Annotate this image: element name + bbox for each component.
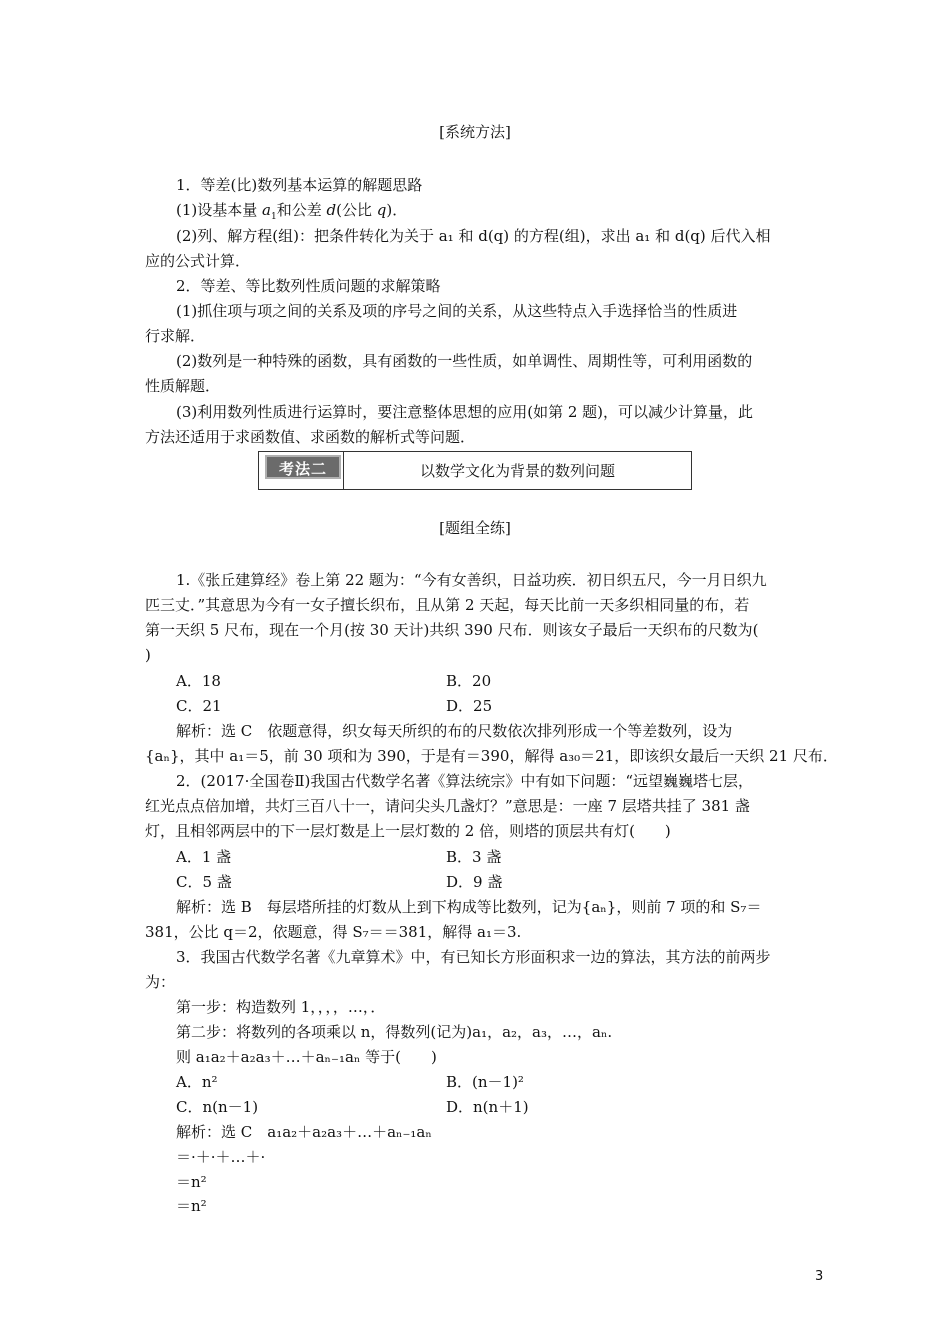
q1-line2: 匹三丈．”其意思为今有一女子擅长织布，且从第 2 天起，每天比前一天多织相同量的布，若 (145, 596, 750, 614)
method-point-1a (176, 200, 407, 227)
method-point-2-title: 2．等差、等比数列性质问题的求解策略 (176, 277, 441, 295)
q3-solution-line1: 解析：选 C a₁a₂＋a₂a₃＋…＋aₙ₋₁aₙ (176, 1123, 432, 1141)
method-point-1-title: 1．等差(比)数列基本运算的解题思路 (176, 176, 423, 194)
method-point-2b-line1: (2)数列是一种特殊的函数，具有函数的一些性质，如单调性、周期性等，可利用函数的 (176, 352, 753, 370)
q3-solution-line2: ＝·＋·＋…＋· (176, 1148, 266, 1166)
method-point-2b-line2: 性质解题． (145, 377, 221, 395)
q1-solution-line2: {aₙ}，其中 a₁＝5，前 30 项和为 390，于是有＝390，解得 a₃₀＝21，即该织女最后一天织 21 尺布． (145, 747, 838, 765)
q1-option-d: D．25 (446, 697, 493, 715)
q2-line2: 红光点点倍加增，共灯三百八十一，请问尖头几盏灯？”意思是：一座 7 层塔共挂了 381 盏 (145, 797, 750, 815)
drill-section-header: [题组全练] (439, 519, 511, 537)
q2-option-c: C．5 盏 (176, 873, 232, 891)
q3-option-a: A．n² (176, 1073, 218, 1091)
topic-tag: 考法二 (265, 455, 341, 479)
q1-solution-line1: 解析：选 C 依题意得，织女每天所织的布的尺数依次排列形成一个等差数列，设为 (176, 722, 733, 740)
q1-option-c: C．21 (176, 697, 222, 715)
q2-solution-line1: 解析：选 B 每层塔所挂的灯数从上到下构成等比数列，记为{aₙ}，则前 7 项的和 S₇＝ (176, 898, 762, 916)
variable-a: a (262, 201, 271, 219)
method-point-2a-line1: (1)抓住项与项之间的关系及项的序号之间的关系，从这些特点入手选择恰当的性质进 (176, 302, 738, 320)
method-point-2c-line1: (3)利用数列性质进行运算时，要注意整体思想的应用(如第 2 题)，可以减少计算量，此 (176, 403, 754, 421)
q3-solution-line3: ＝n² (176, 1173, 207, 1191)
page-number: 3 (815, 1269, 824, 1284)
q3-line1: 3．我国古代数学名著《九章算术》中，有已知长方形面积求一边的算法，其方法的前两步 (176, 948, 771, 966)
q3-option-b: B．(n－1)² (446, 1073, 524, 1091)
method-point-1b-line2: 应的公式计算． (145, 252, 251, 270)
method-section-header: [系统方法] (439, 123, 511, 141)
q3-ask: 则 a₁a₂＋a₂a₃＋…＋aₙ₋₁aₙ 等于( ) (176, 1048, 437, 1066)
q3-step1: 第一步：构造数列 1，，，，…，． (176, 998, 386, 1016)
text-segment: 和公差 (276, 201, 322, 219)
q3-option-d: D．n(n＋1) (446, 1098, 529, 1116)
q1-option-b: B．20 (446, 672, 492, 690)
q1-line1: 1.《张丘建算经》卷上第 22 题为：“今有女善织，日益功疾．初日织五尺，今一月日织九 (176, 571, 767, 589)
q3-step2: 第二步：将数列的各项乘以 n，得数列(记为)a₁，a₂，a₃，…，aₙ. (176, 1023, 613, 1041)
q2-option-b: B．3 盏 (446, 848, 502, 866)
q1-line4: ) (145, 646, 151, 664)
variable-d: d (326, 201, 337, 219)
q1-line3: 第一天织 5 尺布，现在一个月(按 30 天计)共织 390 尺布．则该女子最后一天织布的尺数为( (145, 621, 759, 639)
q2-option-d: D．9 盏 (446, 873, 503, 891)
q2-line1: 2．(2017·全国卷Ⅱ)我国古代数学名著《算法统宗》中有如下问题：“远望巍巍塔七层， (176, 772, 754, 790)
q2-option-a: A．1 盏 (176, 848, 232, 866)
method-point-1b-line1: (2)列、解方程(组)：把条件转化为关于 a₁ 和 d(q) 的方程(组)，求出 a₁ 和 d(q) 后代入相 (176, 227, 771, 245)
text-segment: (公比 (336, 201, 372, 219)
topic-title: 以数学文化为背景的数列问题 (419, 462, 615, 480)
q2-solution-line2: 381，公比 q＝2，依题意，得 S₇＝＝381，解得 a₁＝3. (145, 923, 522, 941)
q1-option-a: A．18 (176, 672, 221, 690)
method-point-2c-line2: 方法还适用于求函数值、求函数的解析式等问题． (145, 428, 476, 446)
q2-line3: 灯，且相邻两层中的下一层灯数是上一层灯数的 2 倍，则塔的顶层共有灯( ) (145, 822, 671, 840)
q3-option-c: C．n(n－1) (176, 1098, 259, 1116)
text-segment: )． (386, 201, 408, 219)
variable-q: q (376, 201, 387, 219)
method-point-2a-line2: 行求解． (145, 327, 206, 345)
text-segment: (1)设基本量 (176, 201, 258, 219)
q3-line2: 为： (145, 973, 176, 991)
topic-box (258, 451, 692, 490)
q3-solution-line4: ＝n² (176, 1197, 207, 1215)
subscript: 1 (270, 212, 277, 222)
